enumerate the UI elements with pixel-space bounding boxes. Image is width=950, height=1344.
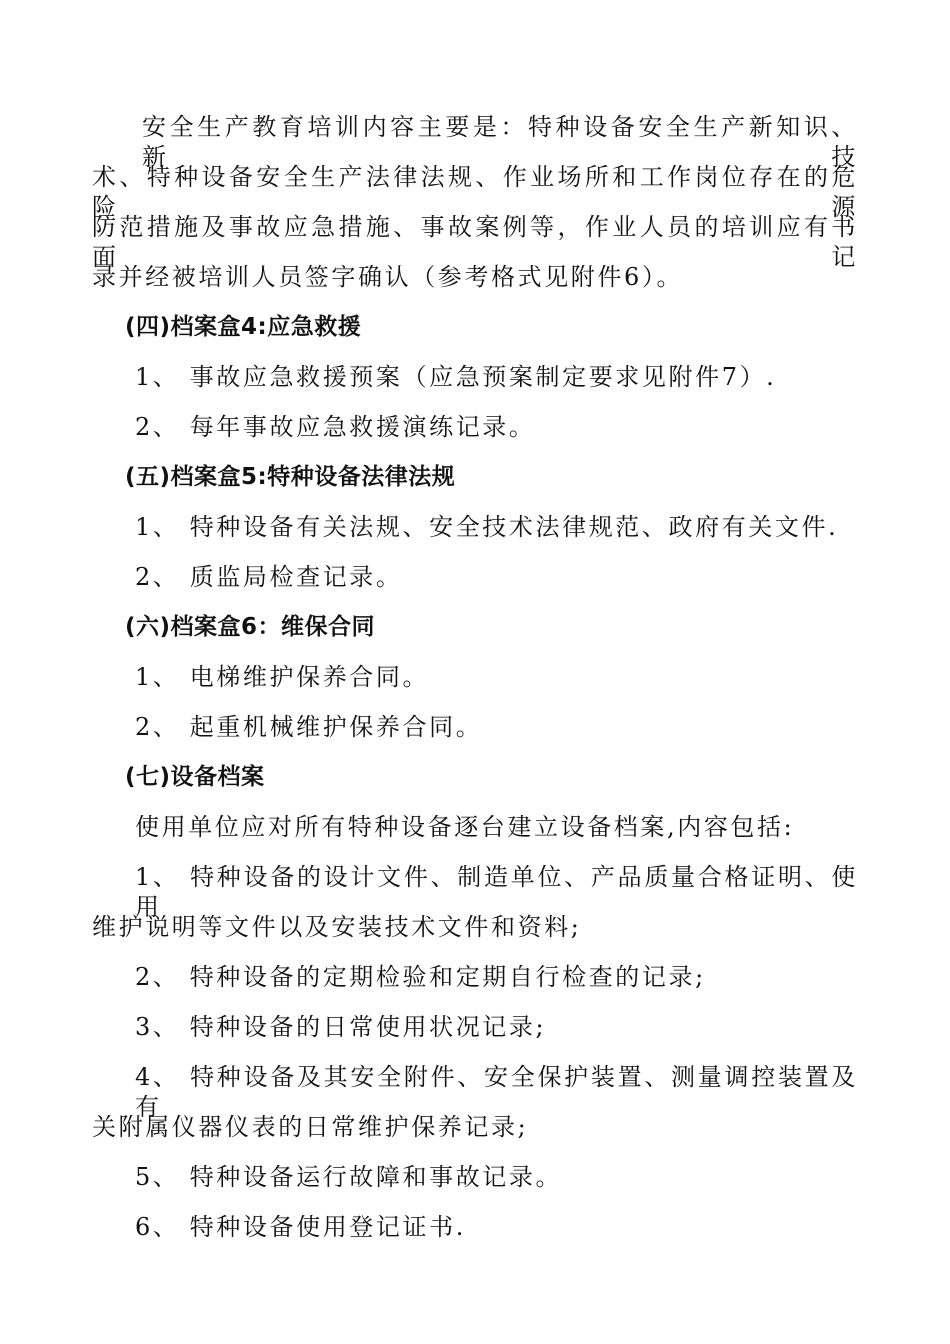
section-7-item-5: 5、 特种设备运行故障和事故记录。 <box>135 1163 563 1191</box>
section-7-item-2: 2、 特种设备的定期检验和定期自行检查的记录; <box>135 963 706 991</box>
intro-line-3: 防范措施及事故应急措施、事故案例等，作业人员的培训应有书面记 <box>92 213 858 271</box>
section-4-heading: (四)档案盒4:应急救援 <box>125 314 362 340</box>
intro-line-4: 录并经被培训人员签字确认（参考格式见附件6）。 <box>92 263 684 291</box>
section-5-heading: (五)档案盒5:特种设备法律法规 <box>125 464 456 490</box>
section-4-item-1: 1、 事故应急救援预案（应急预案制定要求见附件7）. <box>135 363 777 391</box>
section-7-item-1-line-1: 1、 特种设备的设计文件、制造单位、产品质量合格证明、使用 <box>135 863 858 921</box>
section-5-item-1: 1、 特种设备有关法规、安全技术法律规范、政府有关文件. <box>135 513 839 541</box>
section-4-item-2: 2、 每年事故应急救援演练记录。 <box>135 413 536 441</box>
section-6-item-2: 2、 起重机械维护保养合同。 <box>135 713 483 741</box>
section-7-item-1-line-2: 维护说明等文件以及安装技术文件和资料; <box>92 913 582 941</box>
intro-line-1: 安全生产教育培训内容主要是：特种设备安全生产新知识、新技 <box>142 113 858 171</box>
section-7-item-4-line-1: 4、 特种设备及其安全附件、安全保护装置、测量调控装置及有 <box>135 1063 858 1121</box>
section-7-item-3: 3、 特种设备的日常使用状况记录; <box>135 1013 547 1041</box>
section-7-intro: 使用单位应对所有特种设备逐台建立设备档案,内容包括: <box>135 813 795 841</box>
section-6-heading: (六)档案盒6：维保合同 <box>125 614 376 640</box>
section-7-heading: (七)设备档案 <box>125 764 265 790</box>
section-7-item-4-line-2: 关附属仪器仪表的日常维护保养记录; <box>92 1113 529 1141</box>
section-7-item-6: 6、 特种设备使用登记证书. <box>135 1213 466 1241</box>
section-6-item-1: 1、 电梯维护保养合同。 <box>135 663 430 691</box>
intro-line-2: 术、特种设备安全生产法律法规、作业场所和工作岗位存在的危险源 <box>92 163 858 221</box>
section-5-item-2: 2、 质监局检查记录。 <box>135 563 403 591</box>
